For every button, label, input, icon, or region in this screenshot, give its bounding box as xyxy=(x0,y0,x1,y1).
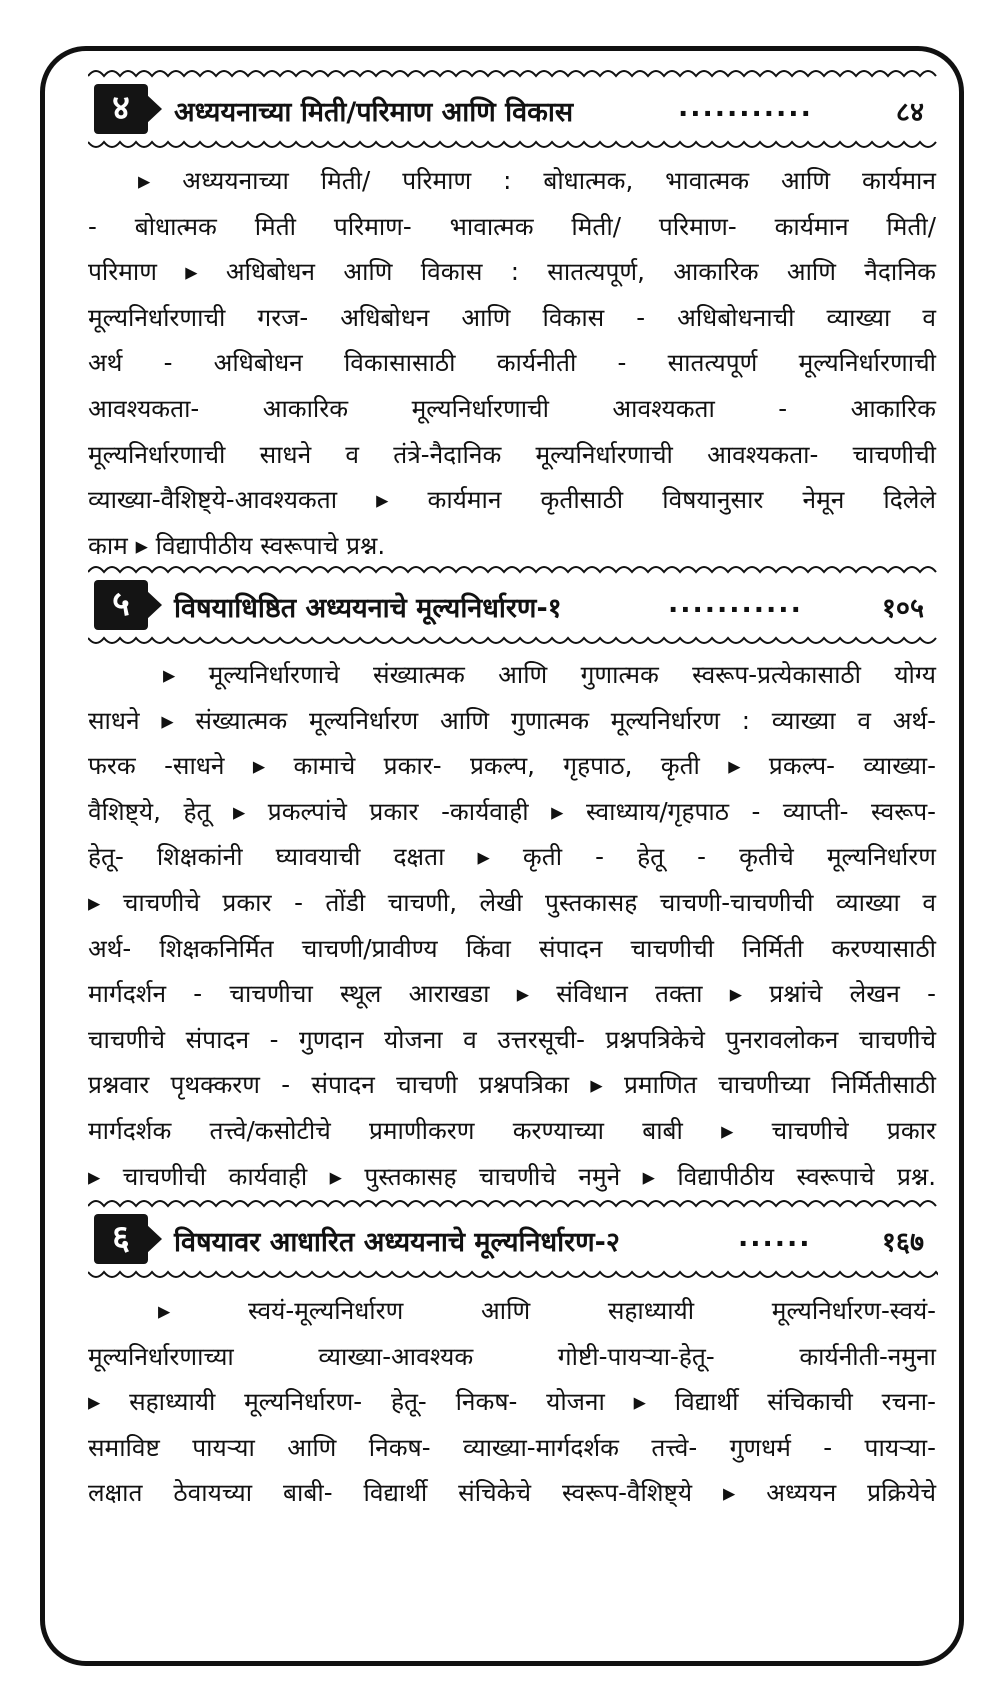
content-line: फरक -साधने ▸ कामाचे प्रकार- प्रकल्प, गृहपाठ, कृती ▸ प्रकल्प- व्याख्या- xyxy=(88,751,936,781)
content-line: काम ▸ विद्यापीठीय स्वरूपाचे प्रश्न. xyxy=(88,530,386,560)
content-line: हेतू- शिक्षकांनी घ्यावयाची दक्षता ▸ कृती - हेतू - कृतीचे मूल्यनिर्धारण xyxy=(88,842,936,872)
content-line: मार्गदर्शक तत्त्वे/कसोटीचे प्रमाणीकरण करण्याच्या बाबी ▸ चाचणीचे प्रकार xyxy=(88,1115,936,1145)
content-line: - बोधात्मक मिती परिमाण- भावात्मक मिती/ परिमाण- कार्यमान मिती/ xyxy=(88,211,936,241)
chapter-5-header xyxy=(88,562,938,648)
content-line: ▸ अध्ययनाच्या मिती/ परिमाण : बोधात्मक, भावात्मक आणि कार्यमान xyxy=(138,166,936,195)
chapter-number-badge: ६ xyxy=(94,1214,148,1264)
badge-arrow-icon xyxy=(146,590,162,620)
dot-leaders: ...... xyxy=(738,1222,812,1253)
wave-border-bottom xyxy=(88,138,938,152)
wave-border-bottom xyxy=(88,634,938,648)
content-line: मूल्यनिर्धारणाच्या व्याख्या-आवश्यक गोष्टी-पायऱ्या-हेतू- कार्यनीती-नमुना xyxy=(88,1341,936,1371)
content-line: ▸ मूल्यनिर्धारणाचे संख्यात्मक आणि गुणात्मक स्वरूप-प्रत्येकासाठी योग्य xyxy=(163,660,936,689)
chapter-4-header xyxy=(88,66,938,152)
content-line: मूल्यनिर्धारणाची साधने व तंत्रे-नैदानिक मूल्यनिर्धारणाची आवश्यकता- चाचणीची xyxy=(88,439,936,469)
badge-arrow-icon xyxy=(146,1224,162,1254)
page-number[interactable]: ८४ xyxy=(895,97,924,128)
wave-border-top xyxy=(88,562,938,576)
chapter-6-header xyxy=(88,1196,938,1282)
content-line: व्याख्या-वैशिष्ट्ये-आवश्यकता ▸ कार्यमान कृतीसाठी विषयानुसार नेमून दिलेले xyxy=(88,485,936,515)
badge-arrow-icon xyxy=(146,94,162,124)
content-line: ▸ सहाध्यायी मूल्यनिर्धारण- हेतू- निकष- योजना ▸ विद्यार्थी संचिकाची रचना- xyxy=(88,1387,936,1417)
chapter-6-contents xyxy=(88,1288,936,1516)
content-line: प्रश्नवार पृथक्करण - संपादन चाचणी प्रश्नपत्रिका ▸ प्रमाणित चाचणीच्या निर्मितीसाठी xyxy=(88,1070,936,1100)
content-line: ▸ चाचणीची कार्यवाही ▸ पुस्तकासह चाचणीचे नमुने ▸ विद्यापीठीय स्वरूपाचे प्रश्न. xyxy=(88,1161,936,1191)
content-line: अर्थ- शिक्षकनिर्मित चाचणी/प्रावीण्य किंवा संपादन चाचणीची निर्मिती करण्यासाठी xyxy=(88,933,936,963)
content-line: समाविष्ट पायऱ्या आणि निकष- व्याख्या-मार्गदर्शक तत्त्वे- गुणधर्म - पायऱ्या- xyxy=(88,1432,936,1462)
wave-border-bottom xyxy=(88,1268,938,1282)
content-line: लक्षात ठेवायच्या बाबी- विद्यार्थी संचिकेचे स्वरूप-वैशिष्ट्ये ▸ अध्ययन प्रक्रियेचे xyxy=(88,1478,936,1508)
chapter-number-badge: ५ xyxy=(94,580,148,630)
chapter-title[interactable]: अध्ययनाच्या मिती/परिमाण आणि विकास xyxy=(174,97,574,128)
content-line: वैशिष्ट्ये, हेतू ▸ प्रकल्पांचे प्रकार -कार्यवाही ▸ स्वाध्याय/गृहपाठ - व्याप्ती- स्वरूप- xyxy=(88,796,936,826)
content-line: परिमाण ▸ अधिबोधन आणि विकास : सातत्यपूर्ण, आकारिक आणि नैदानिक xyxy=(88,257,936,287)
wave-border-top xyxy=(88,66,938,80)
content-line: चाचणीचे संपादन - गुणदान योजना व उत्तरसूची- प्रश्नपत्रिकेचे पुनरावलोकन चाचणीचे xyxy=(88,1024,936,1054)
content-line: मार्गदर्शन - चाचणीचा स्थूल आराखडा ▸ संविधान तक्ता ▸ प्रश्नांचे लेखन - xyxy=(88,979,936,1009)
content-line: मूल्यनिर्धारणाची गरज- अधिबोधन आणि विकास - अधिबोधनाची व्याख्या व xyxy=(88,302,936,332)
page-number[interactable]: १६७ xyxy=(881,1227,924,1258)
chapter-5-contents xyxy=(88,652,936,1199)
page-number[interactable]: १०५ xyxy=(881,593,924,624)
chapter-number-badge: ४ xyxy=(94,84,148,134)
chapter-title[interactable]: विषयाधिष्ठित अध्ययनाचे मूल्यनिर्धारण-१ xyxy=(174,593,562,624)
content-line: आवश्यकता- आकारिक मूल्यनिर्धारणाची आवश्यकता - आकारिक xyxy=(88,393,936,423)
content-line: अर्थ - अधिबोधन विकासासाठी कार्यनीती - सातत्यपूर्ण मूल्यनिर्धारणाची xyxy=(88,348,936,378)
content-line: ▸ चाचणीचे प्रकार - तोंडी चाचणी, लेखी पुस्तकासह चाचणी-चाचणीची व्याख्या व xyxy=(88,887,936,917)
wave-border-top xyxy=(88,1196,938,1210)
content-line: ▸ स्वयं-मूल्यनिर्धारण आणि सहाध्यायी मूल्यनिर्धारण-स्वयं- xyxy=(158,1296,936,1325)
chapter-4-contents xyxy=(88,158,936,568)
content-line: साधने ▸ संख्यात्मक मूल्यनिर्धारण आणि गुणात्मक मूल्यनिर्धारण : व्याख्या व अर्थ- xyxy=(88,705,936,735)
chapter-title[interactable]: विषयावर आधारित अध्ययनाचे मूल्यनिर्धारण-२ xyxy=(174,1227,620,1258)
dot-leaders: ........... xyxy=(668,588,803,619)
dot-leaders: ........... xyxy=(678,92,813,123)
